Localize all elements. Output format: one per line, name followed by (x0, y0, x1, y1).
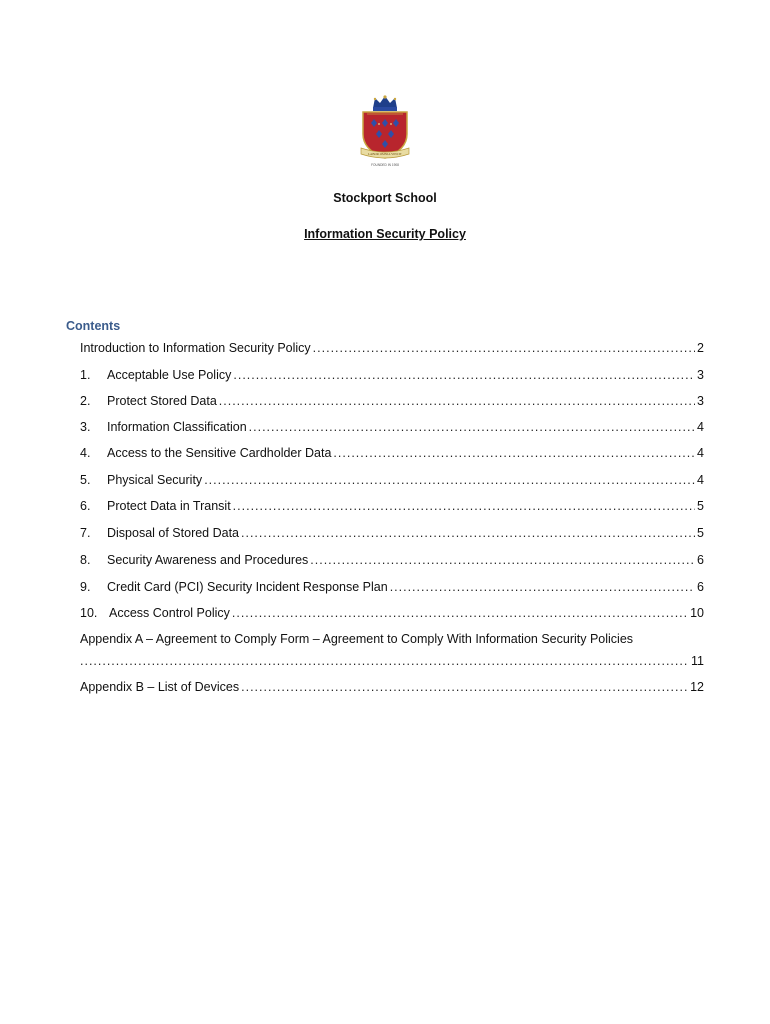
toc-entry-label: Access to the Sensitive Cardholder Data (107, 446, 332, 460)
toc-entry-label: Appendix A – Agreement to Comply Form – Agreement to Comply With Information Security Policies (80, 632, 634, 646)
toc-leader-dots (313, 340, 695, 356)
toc-leader-dots (241, 525, 695, 541)
toc-entry-page: 2 (697, 341, 704, 355)
toc-entry-label: Introduction to Information Security Policy (80, 341, 311, 355)
toc-entry-acceptable-use[interactable] (80, 367, 704, 383)
toc-entry-appendix-a-continuation[interactable] (80, 653, 704, 669)
toc-leader-dots (310, 552, 695, 568)
toc-entry-number: 2. (80, 394, 91, 408)
toc-entry-protect-stored-data[interactable] (80, 393, 704, 409)
toc-leader-dots (241, 679, 688, 695)
toc-entry-page: 10 (690, 606, 704, 620)
toc-entry-page: 6 (697, 553, 704, 567)
toc-entry-physical-security[interactable] (80, 472, 704, 488)
toc-entry-page: 4 (697, 473, 704, 487)
toc-entry-number: 7. (80, 526, 91, 540)
toc-entry-label: Acceptable Use Policy (107, 368, 232, 382)
toc-entry-label: Protect Stored Data (107, 394, 217, 408)
toc-entry-page: 4 (697, 446, 704, 460)
toc-entry-label: Security Awareness and Procedures (107, 553, 309, 567)
toc-leader-dots (233, 498, 695, 514)
toc-entry-number: 10. (80, 606, 98, 620)
toc-entry-security-awareness[interactable] (80, 552, 704, 568)
toc-entry-label: Disposal of Stored Data (107, 526, 240, 540)
toc-leader-dots (390, 579, 695, 595)
toc-leader-dots (233, 367, 695, 383)
toc-leader-dots (219, 393, 695, 409)
svg-text:LABOR OMNIA VINCIT: LABOR OMNIA VINCIT (368, 152, 402, 156)
toc-entry-page: 5 (697, 499, 704, 513)
toc-entry-page: 11 (691, 654, 704, 668)
toc-entry-introduction[interactable] (80, 340, 704, 356)
svg-text:FOUNDED IN 1908: FOUNDED IN 1908 (371, 163, 399, 167)
toc-entry-page: 3 (697, 368, 704, 382)
toc-entry-information-classification[interactable] (80, 419, 704, 435)
toc-leader-dots (204, 472, 695, 488)
toc-entry-cardholder-data[interactable] (80, 445, 704, 461)
contents-heading: Contents (66, 319, 121, 333)
school-name: Stockport School (333, 191, 437, 205)
toc-entry-page: 6 (697, 580, 704, 594)
school-crest-logo (355, 94, 415, 168)
toc-entry-number: 3. (80, 420, 91, 434)
toc-entry-page: 12 (690, 680, 704, 694)
toc-leader-dots (333, 445, 695, 461)
document-title: Information Security Policy (304, 227, 466, 241)
toc-entry-page: 3 (697, 394, 704, 408)
toc-leader-dots (232, 605, 688, 621)
toc-entry-page: 4 (697, 420, 704, 434)
toc-leader-dots (249, 419, 695, 435)
toc-entry-label: Physical Security (107, 473, 203, 487)
toc-entry-number: 4. (80, 446, 91, 460)
toc-entry-label: Protect Data in Transit (107, 499, 231, 513)
toc-entry-appendix-b[interactable] (80, 679, 704, 695)
toc-entry-label: Information Classification (107, 420, 247, 434)
toc-entry-number: 1. (80, 368, 91, 382)
toc-entry-label: Access Control Policy (109, 606, 230, 620)
toc-entry-access-control[interactable] (80, 605, 704, 621)
toc-entry-page: 5 (697, 526, 704, 540)
toc-leader-dots (80, 653, 689, 669)
toc-entry-data-in-transit[interactable] (80, 498, 704, 514)
toc-entry-label: Appendix B – List of Devices (80, 680, 240, 694)
toc-entry-number: 6. (80, 499, 91, 513)
toc-entry-number: 9. (80, 580, 91, 594)
toc-entry-label: Credit Card (PCI) Security Incident Response Plan (107, 580, 388, 594)
toc-entry-number: 8. (80, 553, 91, 567)
toc-entry-appendix-a[interactable] (80, 631, 704, 647)
toc-entry-incident-response[interactable] (80, 579, 704, 595)
toc-entry-disposal-stored-data[interactable] (80, 525, 704, 541)
toc-entry-number: 5. (80, 473, 91, 487)
